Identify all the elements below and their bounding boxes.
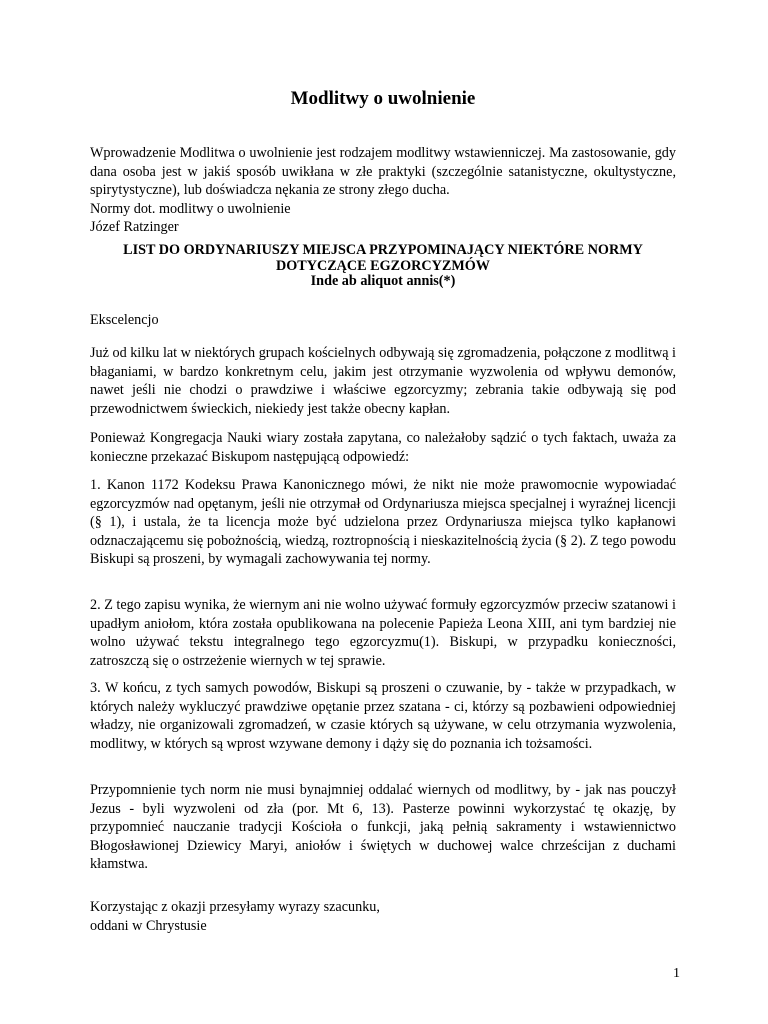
letter-heading-line1: LIST DO ORDYNARIUSZY MIEJSCA PRZYPOMINAJĄCY NIEKTÓRE NORMY [123,242,643,258]
paragraph-3: 1. Kanon 1172 Kodeksu Prawa Kanonicznego mówi, że nikt nie może prawomocnie wypowiadać egzorcyzmów nad opętanym, jeśli nie otrzymał od Ordynariusza miejsca specjalnej i wyraźnej licencji (§ 1), i ustala, że ta licencja może być udzielona przez Ordynariusza miejsca tylko kapłanowi odznaczającemu się pobożnością, wiedzą, roztropnością i nieskazitelnością życia (§ 2). Z tego powodu Biskupi są proszeni, by wymagali zachowywania tej normy. [90,477,676,568]
closing-line1: Korzystając z okazji przesyłamy wyrazy szacunku, [90,899,380,915]
page-number: 1 [673,966,680,981]
intro-paragraph: Wprowadzenie Modlitwa o uwolnienie jest rodzajem modlitwy wstawienniczej. Ma zastosowanie, gdy dana osoba jest w jakiś sposób uwikłana w złe praktyki (szczególnie satanistyczne, okultystyczne, spirytystyczne), lub doświadcza nękania ze strony złego ducha. [90,145,676,199]
paragraph-1: Już od kilku lat w niektórych grupach kościelnych odbywają się zgromadzenia, połączone z modlitwą i błaganiami, w bardzo konkretnym celu, jakim jest otrzymanie wyzwolenia od wpływu demonów, nawet jeśli nie chodzi o prawdziwe i właściwe egzorcyzmy; zebrania takie odbywają się pod przewodnictwem świeckich, niekiedy jest także obecny kapłan. [90,345,676,417]
paragraph-2: Ponieważ Kongregacja Nauki wiary została zapytana, co należałoby sądzić o tych faktach, uważa za konieczne przekazać Biskupom następującą odpowiedź: [90,430,676,465]
letter-heading [90,243,676,290]
document-title: Modlitwy o uwolnienie [290,88,476,109]
paragraph-4: 2. Z tego zapisu wynika, że wiernym ani nie wolno używać formuły egzorcyzmów przeciw szatanowi i upadłym aniołom, która została opublikowana na polecenie Papieża Leona XIII, ani tym bardziej nie wolno używać tekstu integralnego tego egzorcyzmu(1). Biskupi, w przypadku konieczności, zatroszczą się o ostrzeżenie wiernych w tej sprawie. [90,597,676,669]
paragraph-5: 3. W końcu, z tych samych powodów, Biskupi są proszeni o czuwanie, by - także w przypadkach, w których należy wykluczyć prawdziwe opętanie przez szatana - ci, którzy są pozbawieni odpowiedniej władzy, nie organizowali zgromadzeń, w czasie których są używane, w celu otrzymania wyzwolenia, modlitwy, w których są wprost wzywane demony i dąży się do poznania ich tożsamości. [90,680,676,752]
letter-subtitle: Inde ab aliquot annis(*) [310,273,456,290]
paragraph-6: Przypomnienie tych norm nie musi bynajmniej oddalać wiernych od modlitwy, by - jak nas pouczył Jezus - byli wyzwoleni od zła (por. Mt 6, 13). Pasterze powinni wykorzystać tę okazję, by przypomnieć nauczanie tradycji Kościoła o funkcji, jaką pełnią sakramenty i wstawiennictwo Błogosławionej Dziewicy Maryi, aniołów i świętych w duchowej walce chrześcijan z duchami kłamstwa. [90,782,676,873]
intro-section [90,144,676,237]
letter-heading-line2: DOTYCZĄCE EGZORCYZMÓW [275,257,490,274]
closing-section [90,898,676,935]
closing-line2: oddani w Chrystusie [90,917,207,934]
author-name: Józef Ratzinger [90,219,179,236]
norms-line: Normy dot. modlitwy o uwolnienie [90,200,291,217]
salutation: Ekscelencjo [90,312,159,328]
